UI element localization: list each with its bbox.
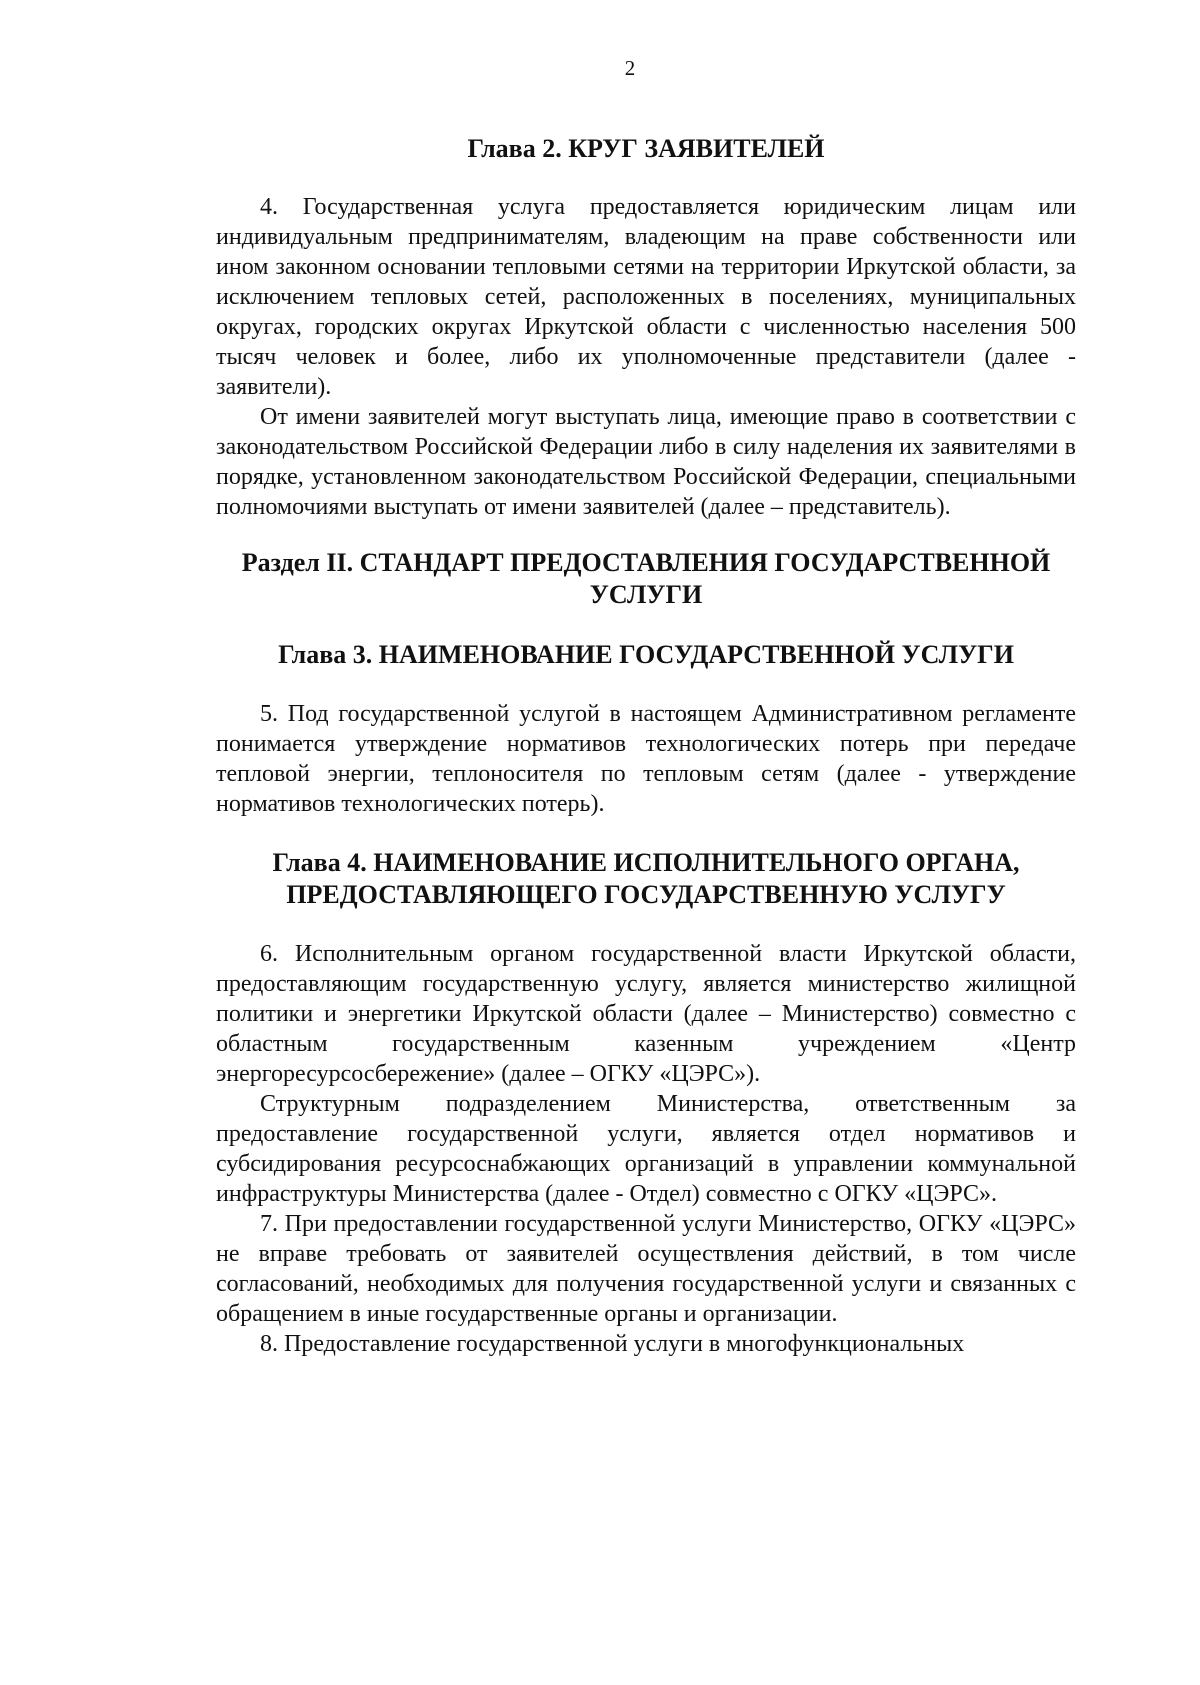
paragraph-6-department: Структурным подразделением Министерства, ответственным за предоставление государственной услуги, является отдел нормативов и субсидирования ресурсоснабжающих организаций в управлении коммунальной инфраструктуры Министерства (далее - Отдел) совместно с ОГКУ «ЦЭРС». <box>216 1091 1076 1207</box>
paragraph-4-representatives: От имени заявителей могут выступать лица, имеющие право в соответствии с законодательством Российской Федерации либо в силу наделения их заявителями в порядке, установленном законодательством Российской Федерации, специальными полномочиями выступать от имени заявителей (далее – представитель). <box>216 404 1076 520</box>
paragraph-4: 4. Государственная услуга предоставляется юридическим лицам или индивидуальным предпринимателям, владеющим на праве собственности или ином законном основании тепловыми сетями на территории Иркутской области, за исключением тепловых сетей, расположенных в поселениях, муниципальных округах, городских округах Иркутской области с численностью населения 500 тысяч человек и более, либо их уполномоченные представители (далее - заявители). <box>216 194 1076 400</box>
chapter-3-heading: Глава 3. НАИМЕНОВАНИЕ ГОСУДАРСТВЕННОЙ УСЛУГИ <box>278 640 1014 669</box>
paragraph-7: 7. При предоставлении государственной услуги Министерство, ОГКУ «ЦЭРС» не вправе требовать от заявителей осуществления действий, в том числе согласований, необходимых для получения государственной услуги и связанных с обращением в иные государственные органы и организации. <box>216 1211 1076 1327</box>
paragraph-6: 6. Исполнительным органом государственной власти Иркутской области, предоставляющим государственную услугу, является министерство жилищной политики и энергетики Иркутской области (далее – Министерство) совместно с областным государственным казенным учреждением «Центр энергоресурсосбережение» (далее – ОГКУ «ЦЭРС»). <box>216 941 1076 1087</box>
paragraph-5: 5. Под государственной услугой в настоящем Административном регламенте понимается утверждение нормативов технологических потерь при передаче тепловой энергии, теплоносителя по тепловым сетям (далее - утверждение нормативов технологических потерь). <box>216 701 1076 817</box>
page-number: 2 <box>624 56 636 80</box>
chapter-4-heading-line-2: ПРЕДОСТАВЛЯЮЩЕГО ГОСУДАРСТВЕННУЮ УСЛУГУ <box>286 880 1006 909</box>
chapter-4-heading-line-1: Глава 4. НАИМЕНОВАНИЕ ИСПОЛНИТЕЛЬНОГО ОРГАНА, <box>272 848 1020 877</box>
document-body <box>216 133 1076 1359</box>
paragraph-8: 8. Предоставление государственной услуги в многофункциональных <box>260 1331 965 1357</box>
chapter-2-heading: Глава 2. КРУГ ЗАЯВИТЕЛЕЙ <box>467 134 825 163</box>
section-2-heading: Раздел II. СТАНДАРТ ПРЕДОСТАВЛЕНИЯ ГОСУДАРСТВЕННОЙ УСЛУГИ <box>241 548 1051 609</box>
